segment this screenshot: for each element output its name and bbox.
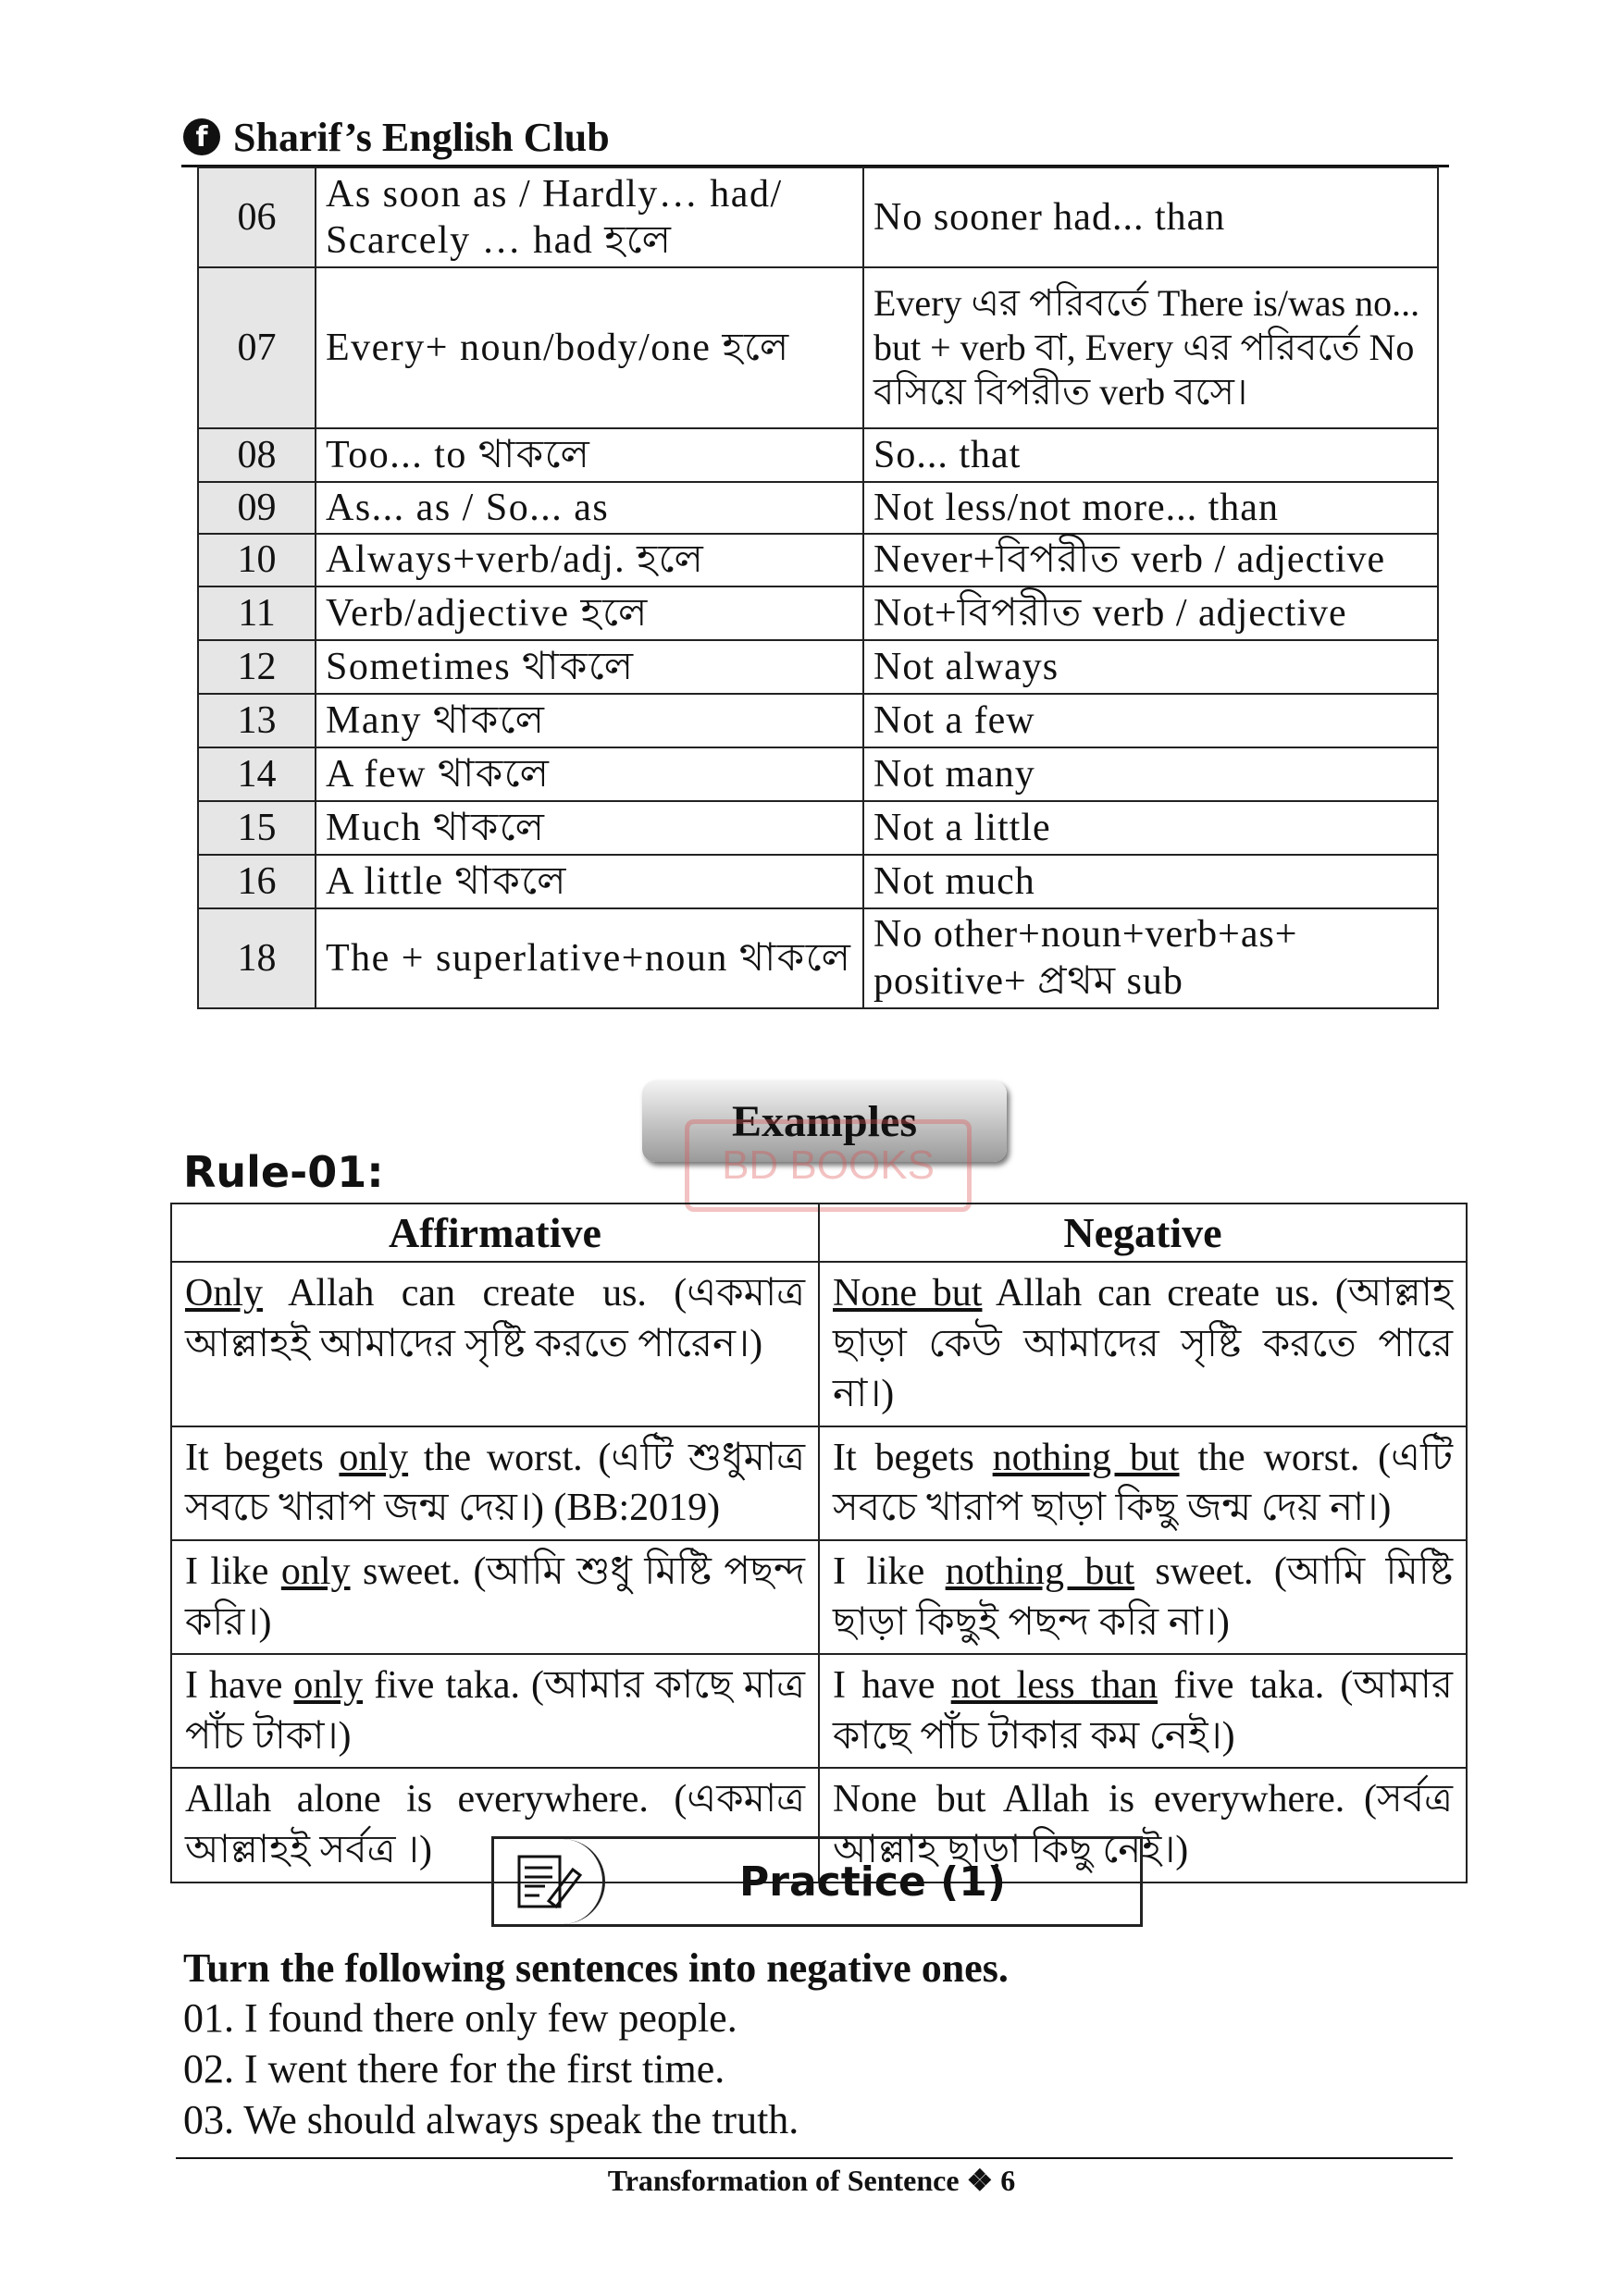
negative-cell: [819, 1262, 1467, 1426]
rule-change: No sooner had... than: [863, 167, 1438, 267]
rule-number: 15: [198, 801, 316, 855]
example-row: [171, 1540, 1467, 1654]
sentence-text: five taka. (আমার কাছে মাত্র পাঁচ টাকা।): [185, 1664, 805, 1758]
rule-number: 10: [198, 534, 316, 586]
rule-change: Not a few: [863, 694, 1438, 747]
underlined-keyword: only: [280, 1549, 351, 1593]
rule-change: No other+noun+verb+as+ positive+ প্রথম sub: [863, 908, 1438, 1008]
sentence-text: Allah can create us. (একমাত্র আল্লাহই আমাদের সৃষ্টি করতে পারেন।): [185, 1272, 805, 1365]
rule-condition: Much থাকলে: [316, 801, 863, 855]
underlined-keyword: only: [293, 1664, 364, 1708]
rule-number: 16: [198, 855, 316, 908]
rule-title: Rule-01:: [183, 1147, 384, 1197]
rule-condition: As... as / So... as: [316, 482, 863, 534]
sentence-text: I have: [833, 1664, 951, 1708]
rule-row: [198, 534, 1438, 586]
rule-change: Not+বিপরীত verb / adjective: [863, 586, 1438, 640]
rule-change: Every এর পরিবর্তে There is/was no... but + verb বা, Every এর পরিবর্তে No বসিয়ে বিপরীত verb বসে।: [863, 267, 1438, 428]
affirmative-header: Affirmative: [171, 1204, 819, 1262]
facebook-icon: f: [183, 118, 220, 155]
negative-header: Negative: [819, 1204, 1467, 1262]
footer-text: Transformation of Sentence: [607, 2164, 960, 2197]
rule-number: 09: [198, 482, 316, 534]
rule-change: Not many: [863, 747, 1438, 801]
rule-number: 06: [198, 167, 316, 267]
page-header: [181, 109, 1449, 167]
rule-row: [198, 428, 1438, 482]
rule-row: [198, 640, 1438, 694]
rule-row: [198, 747, 1438, 801]
rule-row: [198, 801, 1438, 855]
practice-box: [491, 1836, 1143, 1927]
sentence-text: five taka. (আমার কাছে পাঁচ টাকার কম নেই।): [833, 1664, 1453, 1758]
sentence-text: the worst. (এটি শুধুমাত্র সবচে খারাপ জন্ম দেয়।) (BB:2019): [185, 1436, 805, 1530]
instruction: Turn the following sentences into negative ones.: [183, 1945, 1009, 1991]
watermark: BD BOOKS: [685, 1119, 972, 1212]
rule-change: Not less/not more... than: [863, 482, 1438, 534]
writing-paper-icon: [494, 1839, 605, 1924]
club-title: Sharif’s English Club: [233, 115, 610, 160]
rule-condition: Always+verb/adj. হলে: [316, 534, 863, 586]
question-item: 01. I found there only few people.: [183, 1995, 737, 2041]
sentence-text: I like: [185, 1549, 281, 1593]
rule-row: [198, 167, 1438, 267]
example-row: [171, 1654, 1467, 1768]
rule-change: Not a little: [863, 801, 1438, 855]
rule-condition: Too... to থাকলে: [316, 428, 863, 482]
rule-row: [198, 482, 1438, 534]
practice-title: Practice (1): [739, 1858, 1006, 1906]
underlined-keyword: None but: [833, 1272, 983, 1315]
negative-cell: [819, 1426, 1467, 1540]
examples-label: Examples: [642, 1080, 1007, 1162]
underlined-keyword: not less than: [950, 1664, 1158, 1708]
sentence-text: I have: [185, 1664, 294, 1708]
rule-row: [198, 267, 1438, 428]
footer-divider: [176, 2157, 1453, 2159]
underlined-keyword: only: [339, 1436, 409, 1479]
rule-number: 08: [198, 428, 316, 482]
rule-condition: A little থাকলে: [316, 855, 863, 908]
rule-row: [198, 908, 1438, 1008]
rule-row: [198, 586, 1438, 640]
rule-number: 18: [198, 908, 316, 1008]
rule-number: 12: [198, 640, 316, 694]
rule-number: 11: [198, 586, 316, 640]
sentence-text: Allah can create us. (আল্লাহ ছাড়া কেউ আমাদের সৃষ্টি করতে পারে না।): [833, 1272, 1453, 1416]
sentence-text: It begets: [833, 1436, 993, 1479]
sentence-text: sweet. (আমি মিষ্টি ছাড়া কিছুই পছন্দ করি না।): [833, 1549, 1454, 1644]
footer-ornament-icon: ❖: [966, 2164, 994, 2197]
sentence-text: sweet. (আমি শুধু মিষ্টি পছন্দ করি।): [185, 1549, 806, 1644]
rule-change: Not always: [863, 640, 1438, 694]
example-table: [170, 1203, 1468, 1883]
affirmative-cell: [171, 1540, 819, 1654]
affirmative-cell: [171, 1654, 819, 1768]
sentence-text: I like: [833, 1549, 946, 1593]
rule-condition: As soon as / Hardly… had/ Scarcely … had হলে: [316, 167, 863, 267]
rule-number: 07: [198, 267, 316, 428]
page-number: 6: [1000, 2164, 1016, 2197]
rule-change: Not much: [863, 855, 1438, 908]
rule-condition: Verb/adjective হলে: [316, 586, 863, 640]
sentence-text: None but Allah is everywhere. (সর্বত্র আল্লাহ ছাড়া কিছু নেই।): [833, 1778, 1453, 1871]
rule-condition: Every+ noun/body/one হলে: [316, 267, 863, 428]
negative-cell: [819, 1540, 1467, 1654]
underlined-keyword: nothing but: [945, 1549, 1135, 1593]
rule-condition: The + superlative+noun থাকলে: [316, 908, 863, 1008]
rule-row: [198, 855, 1438, 908]
example-row: [171, 1426, 1467, 1540]
rule-change: So... that: [863, 428, 1438, 482]
underlined-keyword: Only: [185, 1272, 263, 1315]
page-footer: [0, 2163, 1623, 2198]
rule-change: Never+বিপরীত verb / adjective: [863, 534, 1438, 586]
sentence-text: the worst. (এটি সবচে খারাপ ছাড়া কিছু জন্ম দেয় না।): [833, 1436, 1454, 1530]
affirmative-cell: [171, 1426, 819, 1540]
affirmative-cell: [171, 1262, 819, 1426]
rule-condition: Many থাকলে: [316, 694, 863, 747]
sentence-text: Allah alone is everywhere. (একমাত্র আল্লাহই সর্বত্র ।): [185, 1778, 805, 1871]
rule-condition: Sometimes থাকলে: [316, 640, 863, 694]
rule-number: 14: [198, 747, 316, 801]
sentence-text: It begets: [185, 1436, 340, 1479]
rule-row: [198, 694, 1438, 747]
example-row: [171, 1262, 1467, 1426]
rule-condition: A few থাকলে: [316, 747, 863, 801]
negative-cell: [819, 1654, 1467, 1768]
question-item: 02. I went there for the first time.: [183, 2046, 725, 2092]
underlined-keyword: nothing but: [992, 1436, 1180, 1479]
rules-table: [197, 167, 1439, 1009]
rule-number: 13: [198, 694, 316, 747]
question-item: 03. We should always speak the truth.: [183, 2097, 799, 2142]
